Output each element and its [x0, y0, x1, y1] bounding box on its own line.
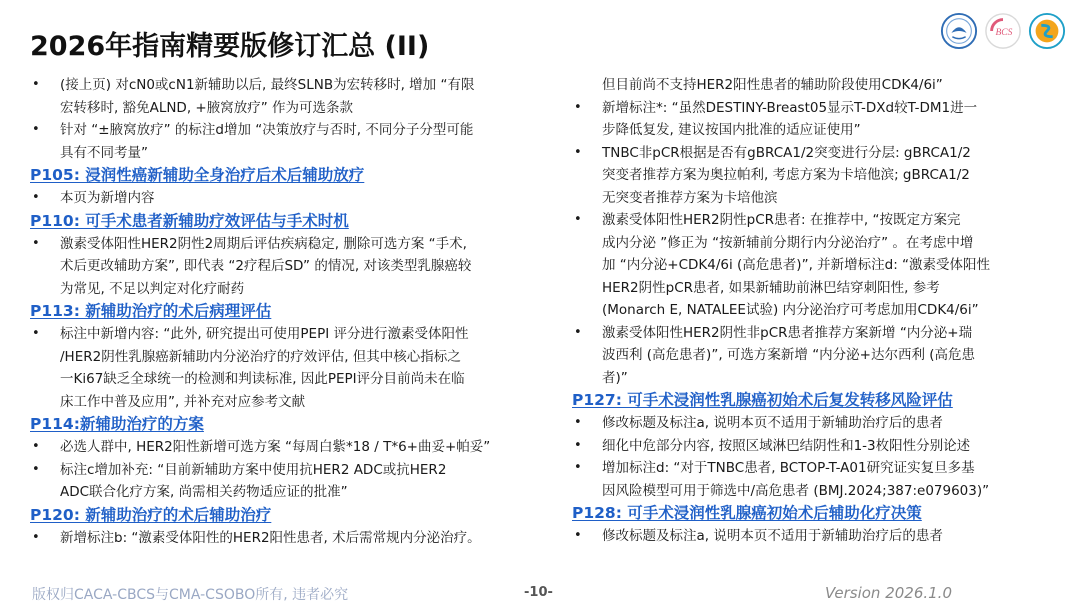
- section-heading: P105: 浸润性癌新辅助全身治疗后术后辅助放疗: [30, 166, 365, 184]
- bullet-text-line: HER2阴性pCR患者, 如果新辅助前淋巴结穿刺阳性, 参考: [602, 279, 940, 296]
- bullet-icon: •: [32, 122, 40, 137]
- bullet-icon: •: [32, 529, 40, 545]
- bullet-icon: •: [32, 77, 40, 92]
- bullet-text-line: 宏转移时, 豁免ALND, +腋窝放疗” 作为可选条款: [60, 99, 354, 116]
- version-label: Version 2026.1.0: [824, 584, 952, 602]
- copyright-notice: 版权归CACA-CBCS与CMA-CSOBO所有, 违者必究: [32, 587, 349, 603]
- bullet-text-line: 本页为新增内容: [60, 190, 155, 206]
- section-heading: P128: 可手术浸润性乳腺癌初始术后辅助化疗决策: [572, 504, 922, 522]
- bullet-text-line: 术后更改辅助方案”, 即代表 “2疗程后SD” 的情况, 对该类型乳腺癌较: [60, 258, 472, 274]
- bullet-text-line: 为常见, 不足以判定对化疗耐药: [60, 280, 245, 297]
- bullet-text-line: TNBC非pCR根据是否有gBRCA1/2突变进行分层: gBRCA1/2: [602, 144, 971, 161]
- bullet-item: [572, 412, 1064, 435]
- bullet-item: [30, 436, 550, 459]
- bullet-text-line: (Monarch E, NATALEE试验) 内分泌治疗可考虑加用CDK4/6i”: [602, 302, 979, 318]
- bullet-item: [572, 525, 1064, 548]
- bullet-text-line: 激素受体阳性HER2阴性非pCR患者推荐方案新增 “内分泌+瑞: [602, 324, 973, 341]
- bullet-item: [30, 459, 550, 504]
- bullet-text-line: 细化中危部分内容, 按照区域淋巴结阴性和1-3枚阳性分别论述: [602, 437, 971, 454]
- bullet-item: [30, 527, 550, 550]
- bullet-icon: •: [574, 324, 582, 340]
- bullet-icon: •: [574, 144, 582, 160]
- bullet-text-line: 突变者推荐方案为奥拉帕利, 考虑方案为卡培他滨; gBRCA1/2: [602, 167, 970, 183]
- bullet-item: [572, 322, 1064, 390]
- bullet-text-line: 标注c增加补充: “目前新辅助方案中使用抗HER2 ADC或抗HER2: [60, 461, 447, 478]
- bullet-text-line: 标注中新增内容: “此外, 研究提出可使用PEPI 评分进行激素受体阳性: [60, 326, 469, 342]
- bullet-icon: •: [574, 528, 582, 543]
- bullet-icon: •: [32, 190, 40, 205]
- bullet-text-line: 床工作中普及应用”, 并补充对应参考文献: [60, 393, 306, 410]
- bullet-text-line: 步降低复发, 建议按国内批准的适应证使用”: [602, 122, 861, 138]
- bullet-text-line: 激素受体阳性HER2阴性2周期后评估疾病稳定, 删除可选方案 “手术,: [60, 235, 467, 252]
- logo-group: [940, 12, 1066, 50]
- bullet-text-line: 必选人群中, HER2阳性新增可选方案 “每周白紫*18 / T*6+曲妥+帕妥”: [60, 439, 491, 455]
- bullet-item: [30, 323, 550, 413]
- right-column: [572, 74, 1064, 548]
- bullet-text-line: 针对 “±腋窝放疗” 的标注d增加 “决策放疗与否时, 不同分子分型可能: [60, 122, 474, 138]
- section-heading: P120: 新辅助治疗的术后辅助治疗: [30, 505, 272, 524]
- bullet-item: [30, 74, 550, 119]
- left-column: [30, 74, 550, 549]
- section-heading: P113: 新辅助治疗的术后病理评估: [30, 302, 272, 320]
- bullet-item: [572, 97, 1064, 142]
- bullet-text-line: 因风险模型可用于筛选中/高危患者 (BMJ.2024;387:e079603)”: [602, 482, 990, 499]
- bullet-item: [30, 119, 550, 164]
- csobo-logo: [1028, 12, 1066, 50]
- bullet-icon: •: [574, 437, 582, 453]
- bullet-item: [572, 457, 1064, 502]
- bullet-item: [572, 209, 1064, 322]
- bullet-icon: •: [32, 439, 40, 454]
- cbcs-logo: [984, 12, 1022, 50]
- continued-text-line: 但目前尚不支持HER2阳性患者的辅助阶段使用CDK4/6i”: [602, 77, 943, 93]
- cbcs-logo-text: BCS: [995, 27, 1013, 38]
- bullet-text-line: 增加标注d: “对于TNBC患者, BCTOP-T-A01研究证实复旦多基: [602, 460, 975, 476]
- section-heading: P110: 可手术患者新辅助疗效评估与手术时机: [30, 211, 349, 230]
- caca-logo: [940, 12, 978, 50]
- page-number: -10-: [524, 585, 553, 600]
- bullet-text-line: 成内分泌 ”修正为 “按新辅前分期行内分泌治疗” 。在考虑中增: [602, 234, 974, 251]
- section-heading: P127: 可手术浸润性乳腺癌初始术后复发转移风险评估: [572, 391, 953, 409]
- bullet-text-line: 新增标注b: “激素受体阳性的HER2阳性患者, 术后需常规内分泌治疗。: [60, 529, 481, 546]
- bullet-icon: •: [574, 212, 582, 227]
- bullet-text-line: (接上页) 对cN0或cN1新辅助以后, 最终SLNB为宏转移时, 增加 “有限: [60, 77, 475, 93]
- bullet-icon: •: [32, 326, 40, 341]
- bullet-text-line: 无突变者推荐方案为卡培他滨: [602, 189, 778, 206]
- bullet-text-line: 修改标题及标注a, 说明本页不适用于新辅助治疗后的患者: [602, 415, 943, 431]
- bullet-text-line: 波西利 (高危患者)”, 可选方案新增 “内分泌+达尔西利 (高危患: [602, 347, 976, 363]
- bullet-text-line: ADC联合化疗方案, 尚需相关药物适应证的批准”: [60, 484, 348, 500]
- section-heading: P114:新辅助治疗的方案: [30, 415, 204, 433]
- bullet-text-line: 激素受体阳性HER2阴性pCR患者: 在推荐中, “按既定方案完: [602, 212, 961, 228]
- bullet-item: [572, 142, 1064, 210]
- bullet-text-line: 修改标题及标注a, 说明本页不适用于新辅助治疗后的患者: [602, 528, 943, 544]
- bullet-text-line: 者)”: [602, 369, 628, 386]
- bullet-text-line: 新增标注*: “虽然DESTINY-Breast05显示T-DXd较T-DM1进一: [602, 99, 978, 116]
- bullet-icon: •: [574, 460, 582, 475]
- bullet-text-line: 一Ki67缺乏全球统一的检测和判读标准, 因此PEPI评分目前尚未在临: [60, 371, 465, 387]
- bullet-text-line: 加 “内分泌+CDK4/6i (高危患者)”, 并新增标注d: “激素受体阳性: [602, 257, 991, 273]
- bullet-icon: •: [574, 99, 582, 115]
- bullet-text-line: 具有不同考量”: [60, 144, 148, 161]
- bullet-item: [572, 435, 1064, 458]
- bullet-item: [30, 187, 550, 210]
- bullet-icon: •: [574, 415, 582, 430]
- bullet-item: [30, 233, 550, 301]
- bullet-text-line: /HER2阴性乳腺癌新辅助内分泌治疗的疗效评估, 但其中核心指标之: [60, 348, 461, 365]
- bullet-icon: •: [32, 235, 40, 251]
- page-title: 2026年指南精要版修订汇总 (II): [30, 31, 430, 62]
- bullet-icon: •: [32, 461, 40, 477]
